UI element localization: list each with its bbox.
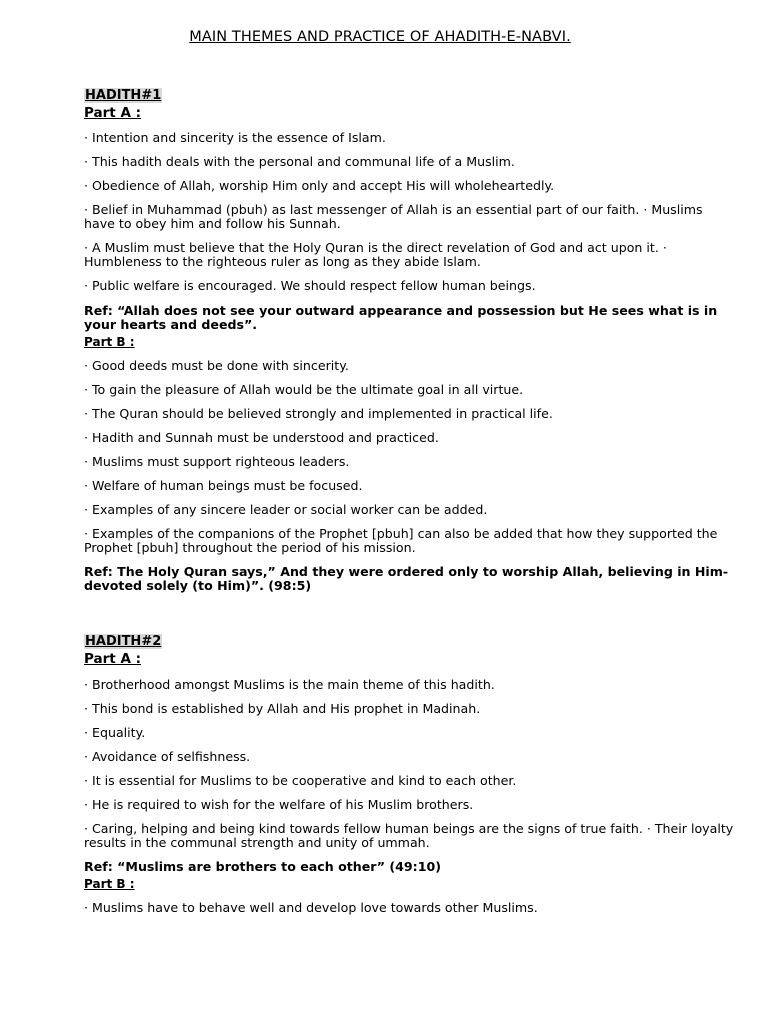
hadith2-part-a-label: Part A : [84,651,141,667]
hadith1-part-a-line: · Belief in Muhammad (pbuh) as last messenger of Allah is an essential part of our faith. · Muslims [84,202,703,217]
hadith1-part-a-line: · Obedience of Allah, worship Him only and accept His will wholeheartedly. [84,178,555,193]
hadith1-heading: HADITH#1 [85,88,162,103]
hadith2-heading: HADITH#2 [85,634,162,649]
hadith1-part-b-line: · Good deeds must be done with sincerity. [84,358,349,373]
hadith1-part-b-line: · To gain the pleasure of Allah would be the ultimate goal in all virtue. [84,382,524,397]
hadith2-part-a-line: · He is required to wish for the welfare of his Muslim brothers. [84,797,474,812]
hadith1-part-b-line: · The Quran should be believed strongly and implemented in practical life. [84,406,553,421]
hadith2-reference-a: Ref: “Muslims are brothers to each other” (49:10) [84,859,441,874]
hadith2-part-a-line: results in the communal strength and unity of ummah. [84,835,430,850]
hadith2-part-a-line: · Equality. [84,725,146,740]
hadith2-part-a-line: · Avoidance of selfishness. [84,749,251,764]
page-title: MAIN THEMES AND PRACTICE OF AHADITH-E-NABVI. [189,29,571,45]
hadith1-part-b-line: · Muslims must support righteous leaders. [84,454,350,469]
hadith1-part-a-line: · Intention and sincerity is the essence of Islam. [84,130,386,145]
hadith1-part-b-line: · Examples of the companions of the Prophet [pbuh] can also be added that how they supported the [84,526,718,541]
hadith2-part-a-line: · It is essential for Muslims to be cooperative and kind to each other. [84,773,517,788]
hadith1-reference-a: your hearts and deeds”. [84,317,258,332]
hadith2-part-b-line: · Muslims have to behave well and develop love towards other Muslims. [84,900,538,915]
hadith1-reference-b: devoted solely (to Him)”. (98:5) [84,578,312,593]
hadith1-part-b-line: Prophet [pbuh] throughout the period of his mission. [84,540,416,555]
hadith1-part-b-line: · Welfare of human beings must be focused. [84,478,363,493]
hadith1-part-b-label: Part B : [84,335,135,349]
hadith1-part-a-line: have to obey him and follow his Sunnah. [84,216,341,231]
hadith1-part-a-line: · A Muslim must believe that the Holy Quran is the direct revelation of God and act upon it. · [84,240,667,255]
hadith1-part-a-line: · Public welfare is encouraged. We should respect fellow human beings. [84,278,536,293]
hadith1-reference-a: Ref: “Allah does not see your outward appearance and possession but He sees what is in [84,303,718,318]
hadith2-part-a-line: · Caring, helping and being kind towards fellow human beings are the signs of true faith. · Their loyalty [84,821,734,836]
hadith1-part-b-line: · Examples of any sincere leader or social worker can be added. [84,502,488,517]
hadith2-part-a-line: · Brotherhood amongst Muslims is the main theme of this hadith. [84,677,495,692]
hadith2-part-b-label: Part B : [84,877,135,891]
hadith1-part-a-line: Humbleness to the righteous ruler as long as they abide Islam. [84,254,481,269]
hadith1-part-a-label: Part A : [84,105,141,121]
hadith1-part-b-line: · Hadith and Sunnah must be understood and practiced. [84,430,439,445]
hadith1-part-a-line: · This hadith deals with the personal and communal life of a Muslim. [84,154,515,169]
hadith1-reference-b: Ref: The Holy Quran says,” And they were ordered only to worship Allah, believing in Him- [84,564,729,579]
hadith2-part-a-line: · This bond is established by Allah and His prophet in Madinah. [84,701,481,716]
